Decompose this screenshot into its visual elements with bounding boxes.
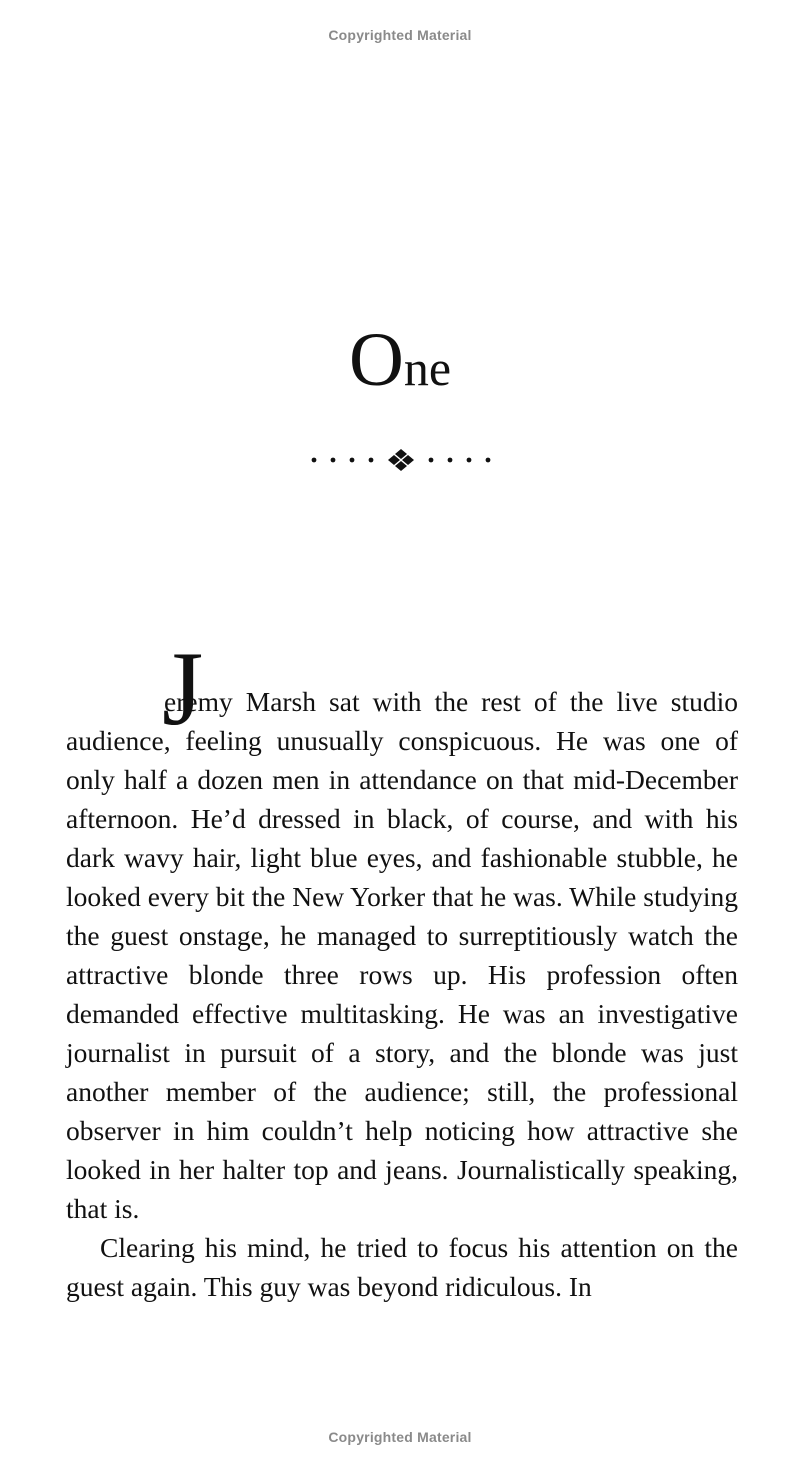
chapter-body [66,630,738,1306]
paragraph-1: eremy Marsh sat with the rest of the live studio audience, feeling unusually conspicuous. He was one of only half a dozen men in attendance on that mid-December afternoon. He’d dressed in black, of course, and with his dark wavy hair, light blue eyes, and fashionable stubble, he looked every bit the New Yorker that he was. While studying the guest onstage, he managed to surreptitiously watch the attractive blonde three rows up. His profession often demanded effective multitasking. He was an investigative journalist in pursuit of a story, and the blonde was just another member of the audience; still, the professional observer in him couldn’t help noticing how attractive she looked in her halter top and jeans. Journalistically speaking, that is. [66,686,738,1224]
drop-cap: J [162,630,204,747]
paragraph-2: Clearing his mind, he tried to focus his attention on the guest again. This guy was beyond ridiculous. In [66,1232,738,1302]
dots-diamond-ornament-icon [308,449,494,471]
chapter-title-rest: ne [403,340,452,396]
chapter-title [0,318,800,402]
watermark-top: Copyrighted Material [328,27,472,43]
watermark-bottom: Copyrighted Material [328,1429,472,1445]
chapter-title-initial: O [348,318,404,402]
